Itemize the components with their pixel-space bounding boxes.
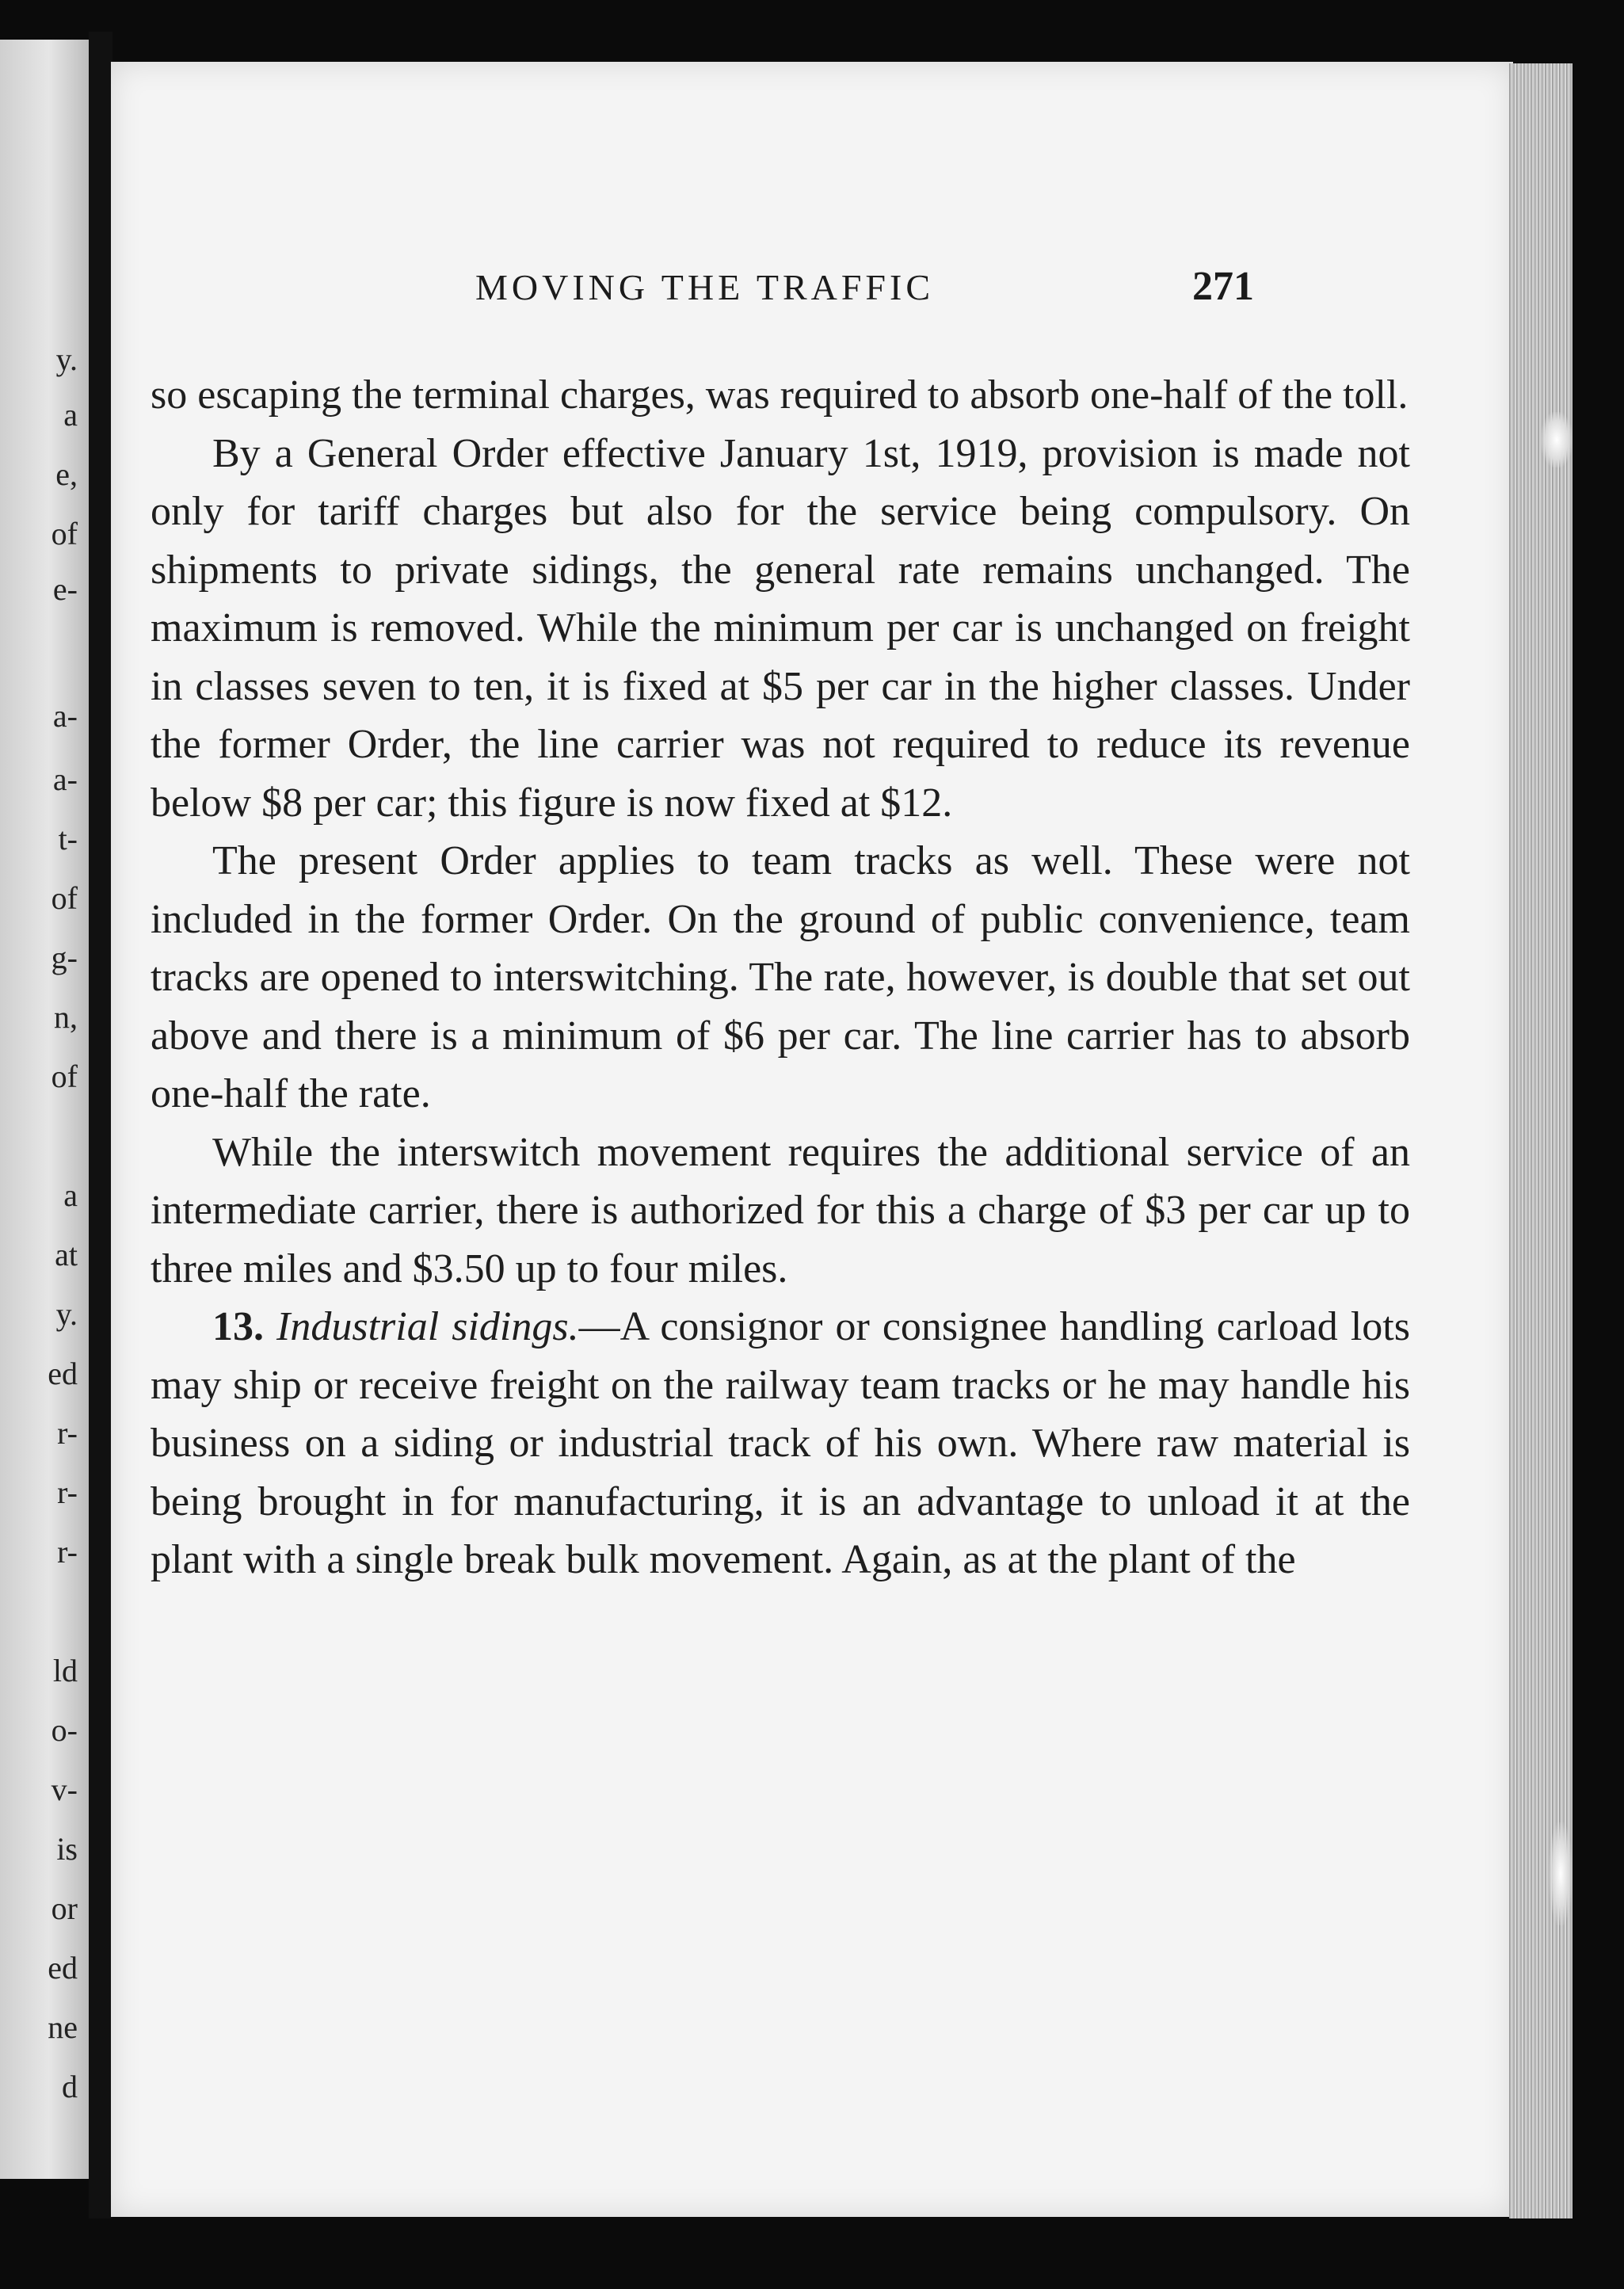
paragraph-interswitch: While the interswitch movement requires the additional service of an intermediate carrier, there is authorized for this a charge of $3 per car up to three miles and $3.50 up to four miles. bbox=[151, 1129, 1410, 1291]
facing-page-fragment: d bbox=[62, 2069, 78, 2104]
paragraph-general-order: By a General Order effective January 1st, 1919, provision is made not only for tariff charges but also for the service being compulsory. On shipments to private sidings, the general rate remains unchanged. The maximum is removed. While the minimum per car is unchanged on freight in classes seven to ten, it is fixed at $5 per car in the higher classes. Under the former Order, the line carrier was not required to reduce its revenue below $8 per car; this figure is now fixed at $12. bbox=[151, 430, 1410, 826]
book-gutter bbox=[89, 32, 112, 2218]
facing-page-fragment: is bbox=[56, 1831, 78, 1867]
facing-page-fragment: of bbox=[51, 516, 78, 551]
facing-page-fragment: n, bbox=[54, 999, 78, 1035]
facing-page-fragment: ld bbox=[52, 1653, 78, 1688]
facing-page-fragment: y. bbox=[55, 1296, 78, 1332]
facing-page-fragment: v- bbox=[51, 1772, 78, 1807]
page-body bbox=[151, 366, 1410, 1589]
page-edge-mark-lower bbox=[1549, 1822, 1573, 1925]
facing-page-left bbox=[0, 40, 89, 2179]
facing-page-fragment: ed bbox=[48, 1950, 78, 1986]
facing-page-fragment: r- bbox=[57, 1474, 78, 1510]
paragraph-team-tracks: The present Order applies to team tracks as well. These were not included in the former Order. On the ground of public convenience, team tracks are opened to interswitching. The rate, however, is double that set out above and there is a minimum of $6 per car. The line carrier has to absorb one-half the rate. bbox=[151, 838, 1410, 1116]
facing-page-fragment: r- bbox=[57, 1534, 78, 1570]
section-number: 13. bbox=[212, 1304, 264, 1349]
page-edge-mark bbox=[1541, 412, 1573, 467]
facing-page-fragment: r- bbox=[57, 1415, 78, 1451]
facing-page-fragment: of bbox=[51, 880, 78, 916]
facing-page-text-fragments bbox=[0, 341, 89, 2163]
paragraph-continued: so escaping the terminal charges, was required to absorb one-half of the toll. bbox=[151, 372, 1409, 418]
facing-page-fragment: a bbox=[63, 397, 78, 433]
facing-page-fragment: e- bbox=[52, 571, 78, 607]
scan-background-right bbox=[1573, 0, 1624, 2289]
facing-page-fragment: a- bbox=[52, 761, 78, 797]
facing-page-fragment: a- bbox=[52, 698, 78, 734]
page-number: 271 bbox=[1192, 264, 1254, 309]
facing-page-fragment: y. bbox=[55, 341, 78, 377]
book-page bbox=[111, 62, 1513, 2217]
facing-page-fragment: at bbox=[55, 1237, 78, 1272]
facing-page-fragment: o- bbox=[51, 1712, 78, 1748]
section-title: Industrial sidings. bbox=[276, 1304, 579, 1349]
facing-page-fragment: e, bbox=[55, 456, 78, 492]
facing-page-fragment: a bbox=[63, 1177, 78, 1213]
section-text: —A consignor or consignee handling carload lots may ship or receive freight on the railway team tracks or he may handle his business on a siding or industrial track of his own. Where raw material is being brought in for manufacturing, it is an advantage to unload it at the plant with a single break bulk movement. Again, as at the plant of the bbox=[151, 1304, 1410, 1582]
facing-page-fragment: ne bbox=[48, 2009, 78, 2045]
facing-page-fragment: g- bbox=[51, 940, 78, 975]
page-header bbox=[111, 266, 1513, 330]
section-industrial-sidings bbox=[151, 1298, 1410, 1589]
running-head: MOVING THE TRAFFIC bbox=[475, 267, 935, 307]
facing-page-fragment: ed bbox=[48, 1356, 78, 1391]
facing-page-fragment: of bbox=[51, 1059, 78, 1094]
facing-page-fragment: or bbox=[51, 1890, 78, 1926]
facing-page-fragment: t- bbox=[58, 821, 78, 856]
